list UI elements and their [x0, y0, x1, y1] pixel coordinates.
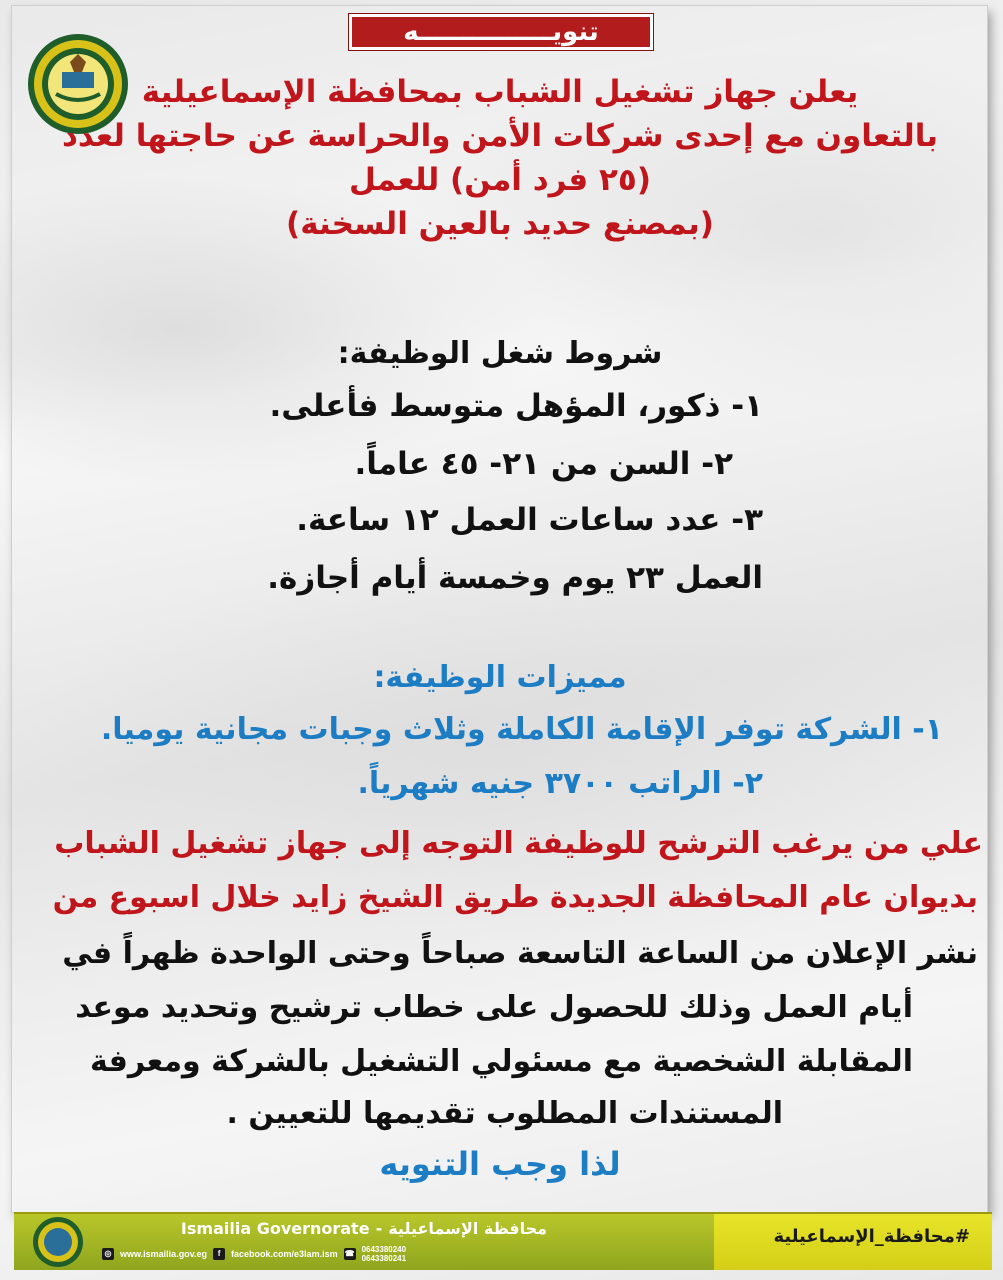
- globe-icon: ◎: [102, 1248, 114, 1260]
- governorate-seal-icon: [32, 1216, 84, 1268]
- footer-links: [102, 1242, 406, 1266]
- apply-line: علي من يرغب الترشح للوظيفة التوجه إلى جهاز تشغيل الشباب: [54, 826, 983, 861]
- closing-text: لذا وجب التنويه: [379, 1145, 621, 1183]
- condition-item: العمل ٢٣ يوم وخمسة أيام أجازة.: [267, 560, 763, 596]
- advantages-title: مميزات الوظيفة:: [373, 660, 627, 695]
- advantage-item: ١- الشركة توفر الإقامة الكاملة وثلاث وجبات مجانية يوميا.: [100, 712, 943, 747]
- condition-item: ١- ذكور، المؤهل متوسط فأعلى.: [269, 388, 763, 424]
- footer-governorate-en: Ismailia Governorate: [180, 1218, 370, 1238]
- intro-block: [40, 70, 960, 246]
- apply-line: بديوان عام المحافظة الجديدة طريق الشيخ زايد خلال اسبوع من: [52, 880, 978, 915]
- phone-icon: ☎: [344, 1249, 355, 1258]
- conditions-title: شروط شغل الوظيفة:: [337, 336, 663, 371]
- facebook-icon: f: [213, 1248, 225, 1260]
- intro-line: (بمصنع حديد بالعين السخنة): [286, 206, 714, 242]
- announcement-banner: تنويـــــــــــــــه: [349, 14, 653, 50]
- apply-line: نشر الإعلان من الساعة التاسعة صباحاً وحتى الواحدة ظهراً في: [62, 936, 978, 971]
- phone-number: 0643380240: [361, 1245, 407, 1254]
- footer-bar: [14, 1212, 992, 1270]
- phone-numbers: [362, 1245, 407, 1263]
- phone-number: 0643380241: [361, 1254, 407, 1263]
- footer-governorate-ar: محافظة الإسماعيلية: [388, 1218, 548, 1238]
- condition-item: ٢- السن من ٢١- ٤٥ عاماً.: [354, 446, 733, 482]
- footer-hashtag: #محافظة_الإسماعيلية: [773, 1226, 970, 1247]
- condition-item: ٣- عدد ساعات العمل ١٢ ساعة.: [296, 502, 763, 538]
- intro-line: بالتعاون مع إحدى شركات الأمن والحراسة عن حاجتها لعدد: [61, 118, 938, 154]
- footer-separator: -: [375, 1218, 383, 1238]
- apply-line: أيام العمل وذلك للحصول على خطاب ترشيح وتحديد موعد: [75, 990, 913, 1025]
- website-link[interactable]: www.ismailia.gov.eg: [120, 1249, 208, 1259]
- footer-title: [104, 1216, 624, 1240]
- advantage-item: ٢- الراتب ٣٧٠٠ جنيه شهرياً.: [357, 766, 763, 801]
- apply-line: المقابلة الشخصية مع مسئولي التشغيل بالشركة ومعرفة: [90, 1044, 913, 1079]
- facebook-link[interactable]: facebook.com/e3lam.ism: [231, 1249, 338, 1259]
- intro-line: يعلن جهاز تشغيل الشباب بمحافظة الإسماعيلية: [141, 74, 859, 110]
- apply-line: المستندات المطلوب تقديمها للتعيين .: [226, 1096, 783, 1131]
- intro-line: (٢٥ فرد أمن) للعمل: [348, 162, 651, 198]
